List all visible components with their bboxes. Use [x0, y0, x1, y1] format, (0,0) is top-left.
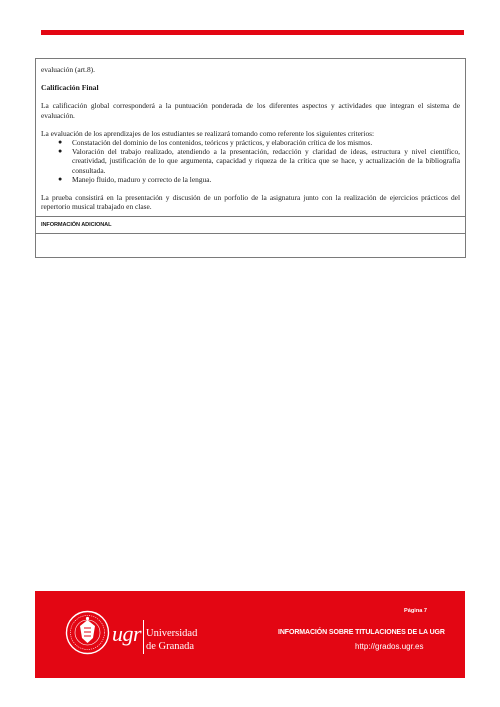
criteria-item: ● Valoración del trabajo realizado, atendiendo a la presentación, redacción y claridad de ideas, estructura y nivel científico, creatividad, justificación de lo que argumenta, capacidad y riqueza de la crítica que se hace, y actualización de la bibliografía consultada. [58, 147, 460, 175]
bullet-icon: ● [58, 147, 63, 156]
ugr-logo-text: ugr [112, 621, 142, 646]
final-grade-text: La calificación global corresponderá a la puntuación ponderada de los diferentes aspectos y actividades que integran el sistema de evaluación. [41, 101, 460, 120]
university-name: Universidad de Granada [146, 628, 198, 652]
logo-separator [143, 620, 144, 654]
additional-info-content [36, 234, 465, 257]
university-seal-icon [65, 610, 110, 655]
final-grade-title: Calificación Final [41, 83, 99, 93]
degrees-info-text: INFORMACIÓN SOBRE TITULACIONES DE LA UGR [278, 629, 445, 636]
criteria-item: ● Manejo fluido, maduro y correcto de la lengua. [58, 174, 212, 184]
footer-banner [35, 591, 465, 678]
intro-line: evaluación (art.8). [41, 65, 95, 74]
content-table [35, 58, 466, 258]
criteria-item: ● Constatación del dominio de los contenidos, teóricos y prácticos, y elaboración crítica de los mismos. [58, 138, 373, 148]
degrees-url-link[interactable]: http://grados.ugr.es [355, 642, 424, 651]
additional-info-header: INFORMACIÓN ADICIONAL [36, 217, 465, 234]
bullet-icon: ● [58, 138, 63, 147]
criteria-intro: La evaluación de los aprendizajes de los estudiantes se realizará tomando como referente los siguientes criterios: [41, 128, 375, 138]
bullet-icon: ● [58, 174, 63, 183]
test-text: La prueba consistirá en la presentación y discusión de un porfolio de la asignatura junto con la realización de ejercicios prácticos del repertorio musical trabajado en clase. [41, 193, 460, 212]
top-red-bar [41, 30, 464, 35]
criteria-list [41, 138, 460, 184]
evaluation-cell [36, 59, 465, 217]
page-number: Página 7 [404, 608, 428, 614]
